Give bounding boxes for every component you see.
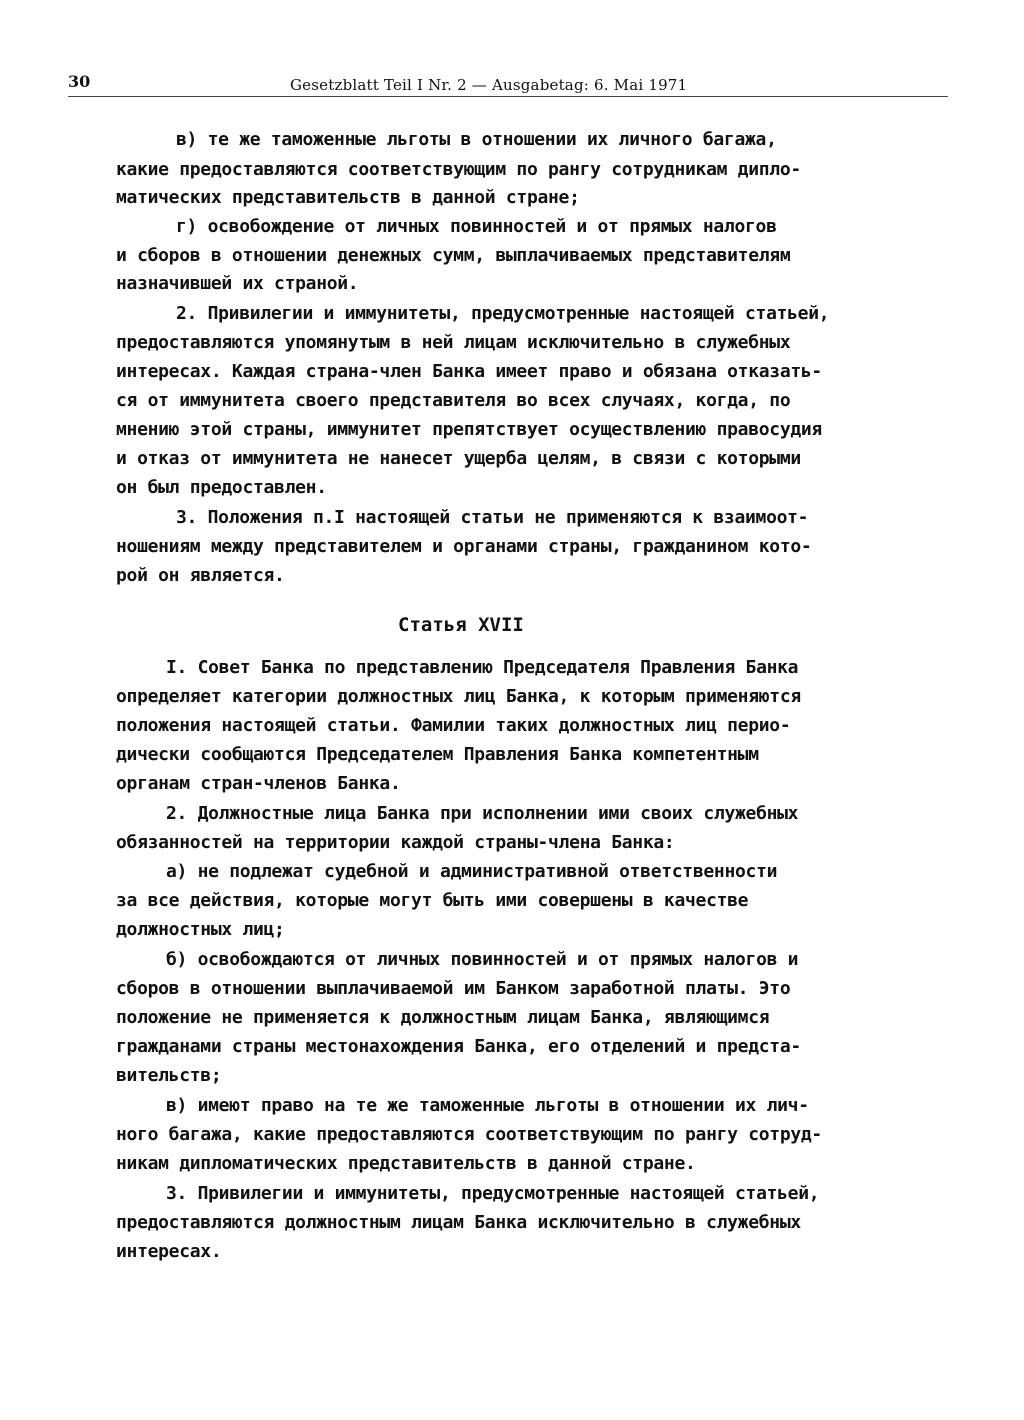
header-rule <box>68 96 948 97</box>
text-line: предоставляются упомянутым в ней лицам исключительно в служебных <box>116 332 791 353</box>
page-header <box>68 72 948 96</box>
text-line: определяет категории должностных лиц Банка, к которым применяются <box>116 686 801 707</box>
text-line: г) освобождение от личных повинностей и от прямых налогов <box>176 216 777 237</box>
text-line: б) освобождаются от личных повинностей и от прямых налогов и <box>166 949 799 970</box>
text-line: вительств; <box>116 1065 222 1086</box>
text-line: должностных лиц; <box>116 919 285 940</box>
text-line: положения настоящей статьи. Фамилии таких должностных лиц перио- <box>116 715 791 736</box>
text-line: он был предоставлен. <box>116 477 327 498</box>
text-line: сборов в отношении выплачиваемой им Банком заработной платы. Это <box>116 978 791 999</box>
text-line: и сборов в отношении денежных сумм, выплачиваемых представителям <box>116 245 791 266</box>
text-line: интересах. <box>116 1241 222 1262</box>
text-line: матических представительств в данной стране; <box>116 187 580 208</box>
article-heading: Статья XVII <box>398 614 524 636</box>
text-line: назначившей их страной. <box>116 273 359 294</box>
text-line: 3. Привилегии и иммунитеты, предусмотренные настоящей статьей, <box>166 1183 820 1204</box>
text-line: какие предоставляются соответствующим по рангу сотрудникам дипло- <box>116 159 801 180</box>
text-line: рой он является. <box>116 565 285 586</box>
text-line: I. Совет Банка по представлению Председателя Правления Банка <box>166 657 799 678</box>
text-line: интересах. Каждая страна-член Банка имеет право и обязана отказать- <box>116 361 822 382</box>
gazette-title: Gesetzblatt Teil I Nr. 2 — Ausgabetag: 6. Mai 1971 <box>290 76 688 94</box>
text-line: 2. Привилегии и иммунитеты, предусмотренные настоящей статьей, <box>176 303 830 324</box>
text-line: и отказ от иммунитета не нанесет ущерба целям, в связи с которыми <box>116 448 801 469</box>
text-line: никам дипломатических представительств в данной стране. <box>116 1153 696 1174</box>
text-line: дически сообщаются Председателем Правления Банка компетентным <box>116 744 759 765</box>
text-line: положение не применяется к должностным лицам Банка, являющимся <box>116 1007 770 1028</box>
text-line: предоставляются должностным лицам Банка исключительно в служебных <box>116 1212 801 1233</box>
text-line: 2. Должностные лица Банка при исполнении ими своих служебных <box>166 803 799 824</box>
text-line: в) имеют право на те же таможенные льготы в отношении их лич- <box>166 1095 809 1116</box>
text-line: гражданами страны местонахождения Банка, его отделений и предста- <box>116 1036 801 1057</box>
text-line: ношениям между представителем и органами страны, гражданином кото- <box>116 536 812 557</box>
text-line: обязанностей на территории каждой страны-члена Банка: <box>116 832 675 853</box>
page-number: 30 <box>68 72 91 91</box>
text-line: мнению этой страны, иммунитет препятствует осуществлению правосудия <box>116 419 822 440</box>
text-line: в) те же таможенные льготы в отношении их личного багажа, <box>176 129 777 150</box>
text-line: а) не подлежат судебной и административной ответственности <box>166 861 778 882</box>
text-line: ного багажа, какие предоставляются соответствующим по рангу сотруд- <box>116 1124 822 1145</box>
text-line: органам стран-членов Банка. <box>116 773 401 794</box>
text-line: за все действия, которые могут быть ими совершены в качестве <box>116 890 749 911</box>
text-line: 3. Положения п.I настоящей статьи не применяются к взаимоот- <box>176 507 809 528</box>
text-line: ся от иммунитета своего представителя во всех случаях, когда, по <box>116 390 791 411</box>
